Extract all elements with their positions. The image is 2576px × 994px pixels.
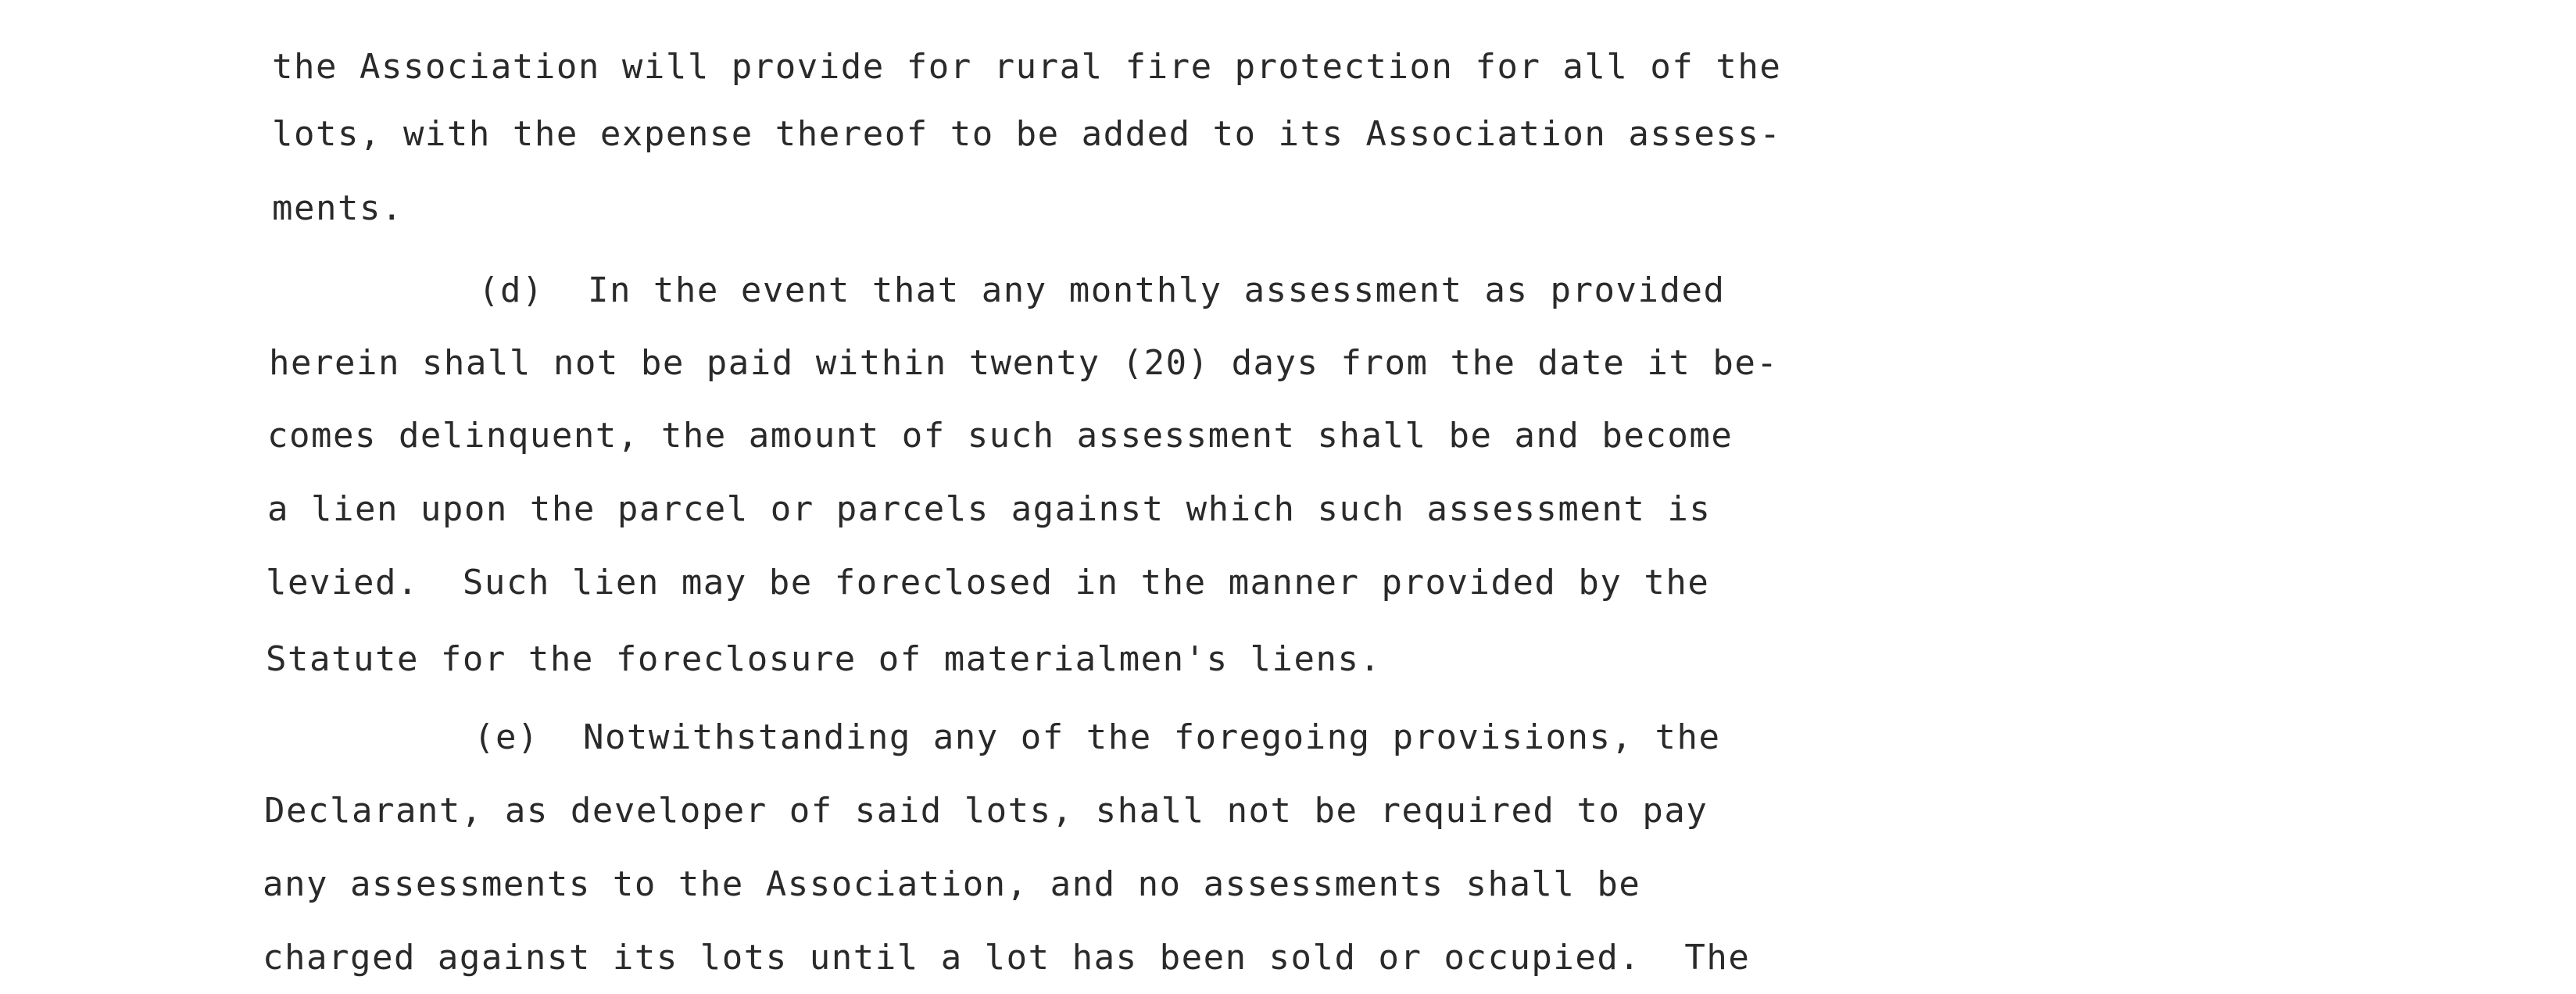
document-line: any assessments to the Association, and no assessments shall be [263, 864, 1641, 904]
document-line: ments. [272, 188, 403, 228]
paragraph-d-first-line: (d) In the event that any monthly assessment as provided [478, 270, 1726, 310]
document-line: Statute for the foreclosure of materialmen's liens. [266, 639, 1382, 679]
document-line: herein shall not be paid within twenty (20) days from the date it be- [269, 343, 1779, 383]
document-line: comes delinquent, the amount of such assessment shall be and become [267, 416, 1733, 456]
document-line: levied. Such lien may be foreclosed in the manner provided by the [266, 563, 1710, 602]
document-line: a lien upon the parcel or parcels against which such assessment is [267, 489, 1712, 529]
paragraph-e-first-line: (e) Notwithstanding any of the foregoing provisions, the [474, 717, 1721, 757]
document-line: the Association will provide for rural fire protection for all of the [272, 47, 1782, 87]
document-line: lots, with the expense thereof to be added to its Association assess- [272, 114, 1782, 154]
document-line: charged against its lots until a lot has been sold or occupied. The [263, 938, 1751, 978]
clipped-top-line [270, 0, 1818, 3]
document-line: Declarant, as developer of said lots, shall not be required to pay [264, 791, 1708, 831]
